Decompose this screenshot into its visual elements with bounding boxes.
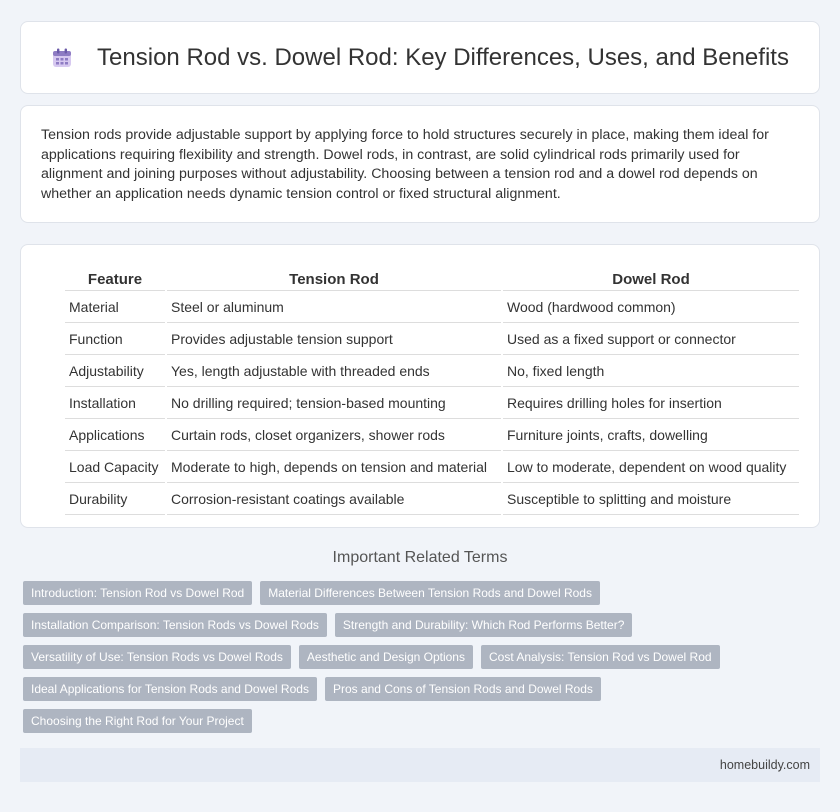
dowel-rod-cell: Low to moderate, dependent on wood quality	[503, 453, 799, 483]
table-header-row	[65, 267, 799, 291]
related-term-link[interactable]: Versatility of Use: Tension Rods vs Dowel Rods	[23, 645, 291, 669]
tag-row	[23, 709, 803, 733]
tag-row	[23, 613, 803, 637]
feature-cell: Durability	[65, 485, 165, 515]
related-terms-title: Important Related Terms	[332, 549, 508, 566]
dowel-rod-cell: No, fixed length	[503, 357, 799, 387]
table-row	[65, 357, 799, 387]
feature-cell: Material	[65, 293, 165, 323]
header-card	[20, 21, 820, 94]
table-row	[65, 325, 799, 355]
table-row	[65, 421, 799, 451]
tension-rod-cell: Yes, length adjustable with threaded ends	[167, 357, 501, 387]
page-title: Tension Rod vs. Dowel Rod: Key Differences, Uses, and Benefits	[97, 43, 789, 71]
related-term-link[interactable]: Strength and Durability: Which Rod Performs Better?	[335, 613, 632, 637]
related-term-link[interactable]: Choosing the Right Rod for Your Project	[23, 709, 252, 733]
table-row	[65, 389, 799, 419]
intro-card	[20, 105, 820, 223]
feature-cell: Adjustability	[65, 357, 165, 387]
table-row	[65, 453, 799, 483]
related-term-link[interactable]: Introduction: Tension Rod vs Dowel Rod	[23, 581, 252, 605]
tension-rod-cell: Moderate to high, depends on tension and material	[167, 453, 501, 483]
feature-cell: Function	[65, 325, 165, 355]
dowel-rod-cell: Requires drilling holes for insertion	[503, 389, 799, 419]
feature-cell: Installation	[65, 389, 165, 419]
tag-row	[23, 645, 803, 669]
related-terms-list	[23, 581, 803, 741]
column-header-tension-rod: Tension Rod	[167, 267, 501, 291]
dowel-rod-cell: Susceptible to splitting and moisture	[503, 485, 799, 515]
dowel-rod-cell: Used as a fixed support or connector	[503, 325, 799, 355]
footer	[20, 748, 820, 782]
comparison-card	[20, 244, 820, 528]
tension-rod-cell: Curtain rods, closet organizers, shower rods	[167, 421, 501, 451]
related-term-link[interactable]: Aesthetic and Design Options	[299, 645, 473, 669]
tension-rod-cell: Corrosion-resistant coatings available	[167, 485, 501, 515]
dowel-rod-cell: Furniture joints, crafts, dowelling	[503, 421, 799, 451]
related-term-link[interactable]: Installation Comparison: Tension Rods vs Dowel Rods	[23, 613, 327, 637]
tension-rod-cell: Provides adjustable tension support	[167, 325, 501, 355]
dowel-rod-cell: Wood (hardwood common)	[503, 293, 799, 323]
tension-rod-cell: No drilling required; tension-based mounting	[167, 389, 501, 419]
tension-rod-cell: Steel or aluminum	[167, 293, 501, 323]
tag-row	[23, 581, 803, 605]
calendar-icon	[51, 47, 73, 69]
tag-row	[23, 677, 803, 701]
related-term-link[interactable]: Ideal Applications for Tension Rods and Dowel Rods	[23, 677, 317, 701]
column-header-dowel-rod: Dowel Rod	[503, 267, 799, 291]
feature-cell: Applications	[65, 421, 165, 451]
column-header-feature: Feature	[65, 267, 165, 291]
related-term-link[interactable]: Cost Analysis: Tension Rod vs Dowel Rod	[481, 645, 720, 669]
table-row	[65, 293, 799, 323]
table-row	[65, 485, 799, 515]
related-term-link[interactable]: Pros and Cons of Tension Rods and Dowel Rods	[325, 677, 601, 701]
related-term-link[interactable]: Material Differences Between Tension Rods and Dowel Rods	[260, 581, 600, 605]
comparison-table	[63, 265, 801, 517]
feature-cell: Load Capacity	[65, 453, 165, 483]
footer-site-name[interactable]: homebuildy.com	[719, 758, 810, 772]
intro-text: Tension rods provide adjustable support by applying force to hold structures securely in place, making them ideal for applications requiring flexibility and strength. Dowel rods, in contrast, are solid cylindrical rods primarily used for alignment and joining purposes without adjustability. Choosing between a tension rod and a dowel rod depends on whether an application needs dynamic tension control or fixed structural alignment.	[41, 127, 769, 202]
